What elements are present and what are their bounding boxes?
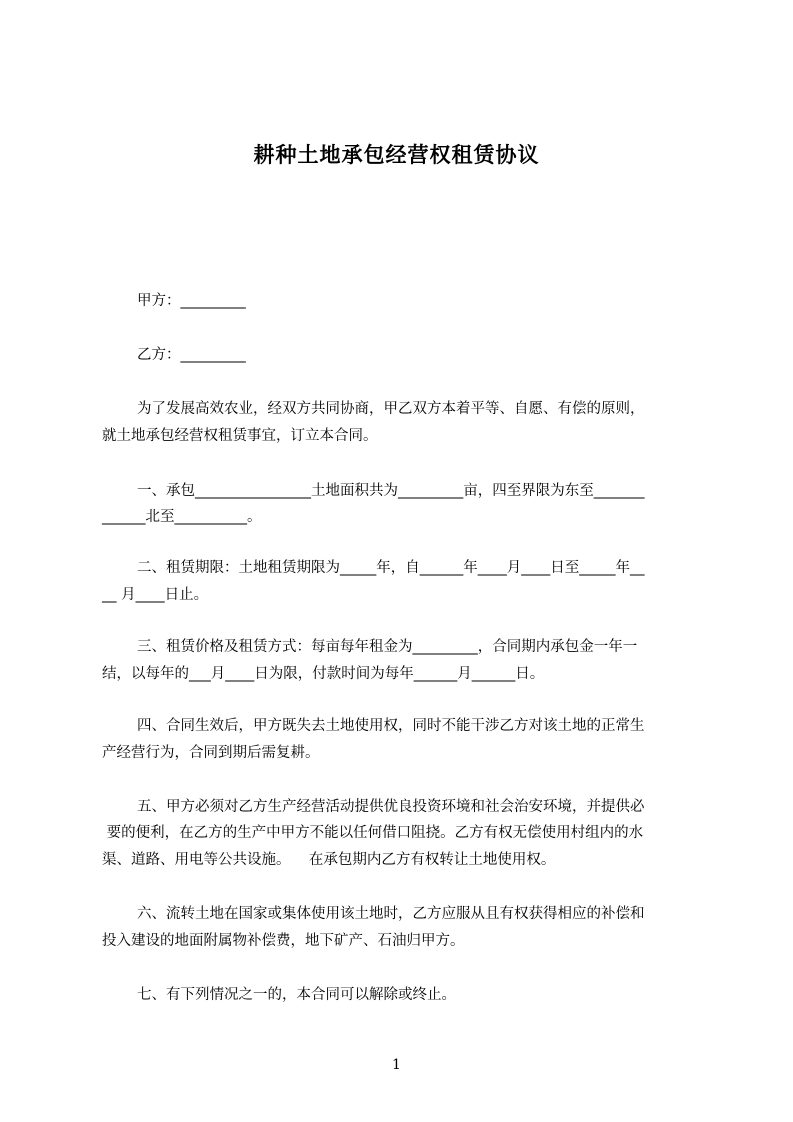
clause-3-line-2: 结，以每年的___月____日为限，付款时间为每年______月______日。	[102, 666, 545, 682]
clause-6-line-1: 六、流转土地在国家或集体使用该土地时，乙方应服从且有权获得相应的补偿和	[137, 906, 645, 922]
clause-6-line-2: 投入建设的地面附属物补偿费，地下矿产、石油归甲方。	[102, 933, 465, 949]
party-b-line: 乙方：_________	[137, 347, 246, 363]
clause-1-line-1: 一、承包________________土地面积共为_________亩，四至界限为东至_______	[137, 483, 645, 499]
preamble-line-2: 就土地承包经营权租赁事宜，订立本合同。	[102, 428, 378, 444]
party-a-line: 甲方：_________	[137, 293, 246, 309]
document-title: 耕种土地承包经营权租赁协议	[253, 143, 540, 167]
page-number: 1	[392, 1057, 401, 1073]
clause-1-line-2: ______北至__________。	[102, 509, 262, 525]
clause-5-line-2: 要的便利，在乙方的生产中甲方不能以任何借口阻挠。乙方有权无偿使用村组内的水	[102, 825, 644, 841]
clause-5-line-3: 渠、道路、用电等公共设施。 在承包期内乙方有权转让土地使用权。	[102, 852, 556, 868]
clause-4-line-1: 四、合同生效后，甲方既失去土地使用权，同时不能干涉乙方对该土地的正常生	[137, 718, 645, 734]
clause-2-line-2: __ 月____日止。	[102, 587, 209, 603]
clause-4-line-2: 产经营行为，合同到期后需复耕。	[102, 745, 320, 761]
clause-2-line-1: 二、租赁期限：土地租赁期限为_____年，自______年____月____日至_____年__	[137, 560, 645, 576]
clause-7-line-1: 七、有下列情况之一的，本合同可以解除或终止。	[137, 987, 456, 1003]
preamble-line-1: 为了发展高效农业，经双方共同协商，甲乙双方本着平等、自愿、有偿的原则，	[137, 401, 645, 417]
clause-5-line-1: 五、甲方必须对乙方生产经营活动提供优良投资环境和社会治安环境，并提供必	[137, 799, 645, 815]
clause-3-line-1: 三、租赁价格及租赁方式：每亩每年租金为_________，合同期内承包金一年一	[137, 639, 638, 655]
